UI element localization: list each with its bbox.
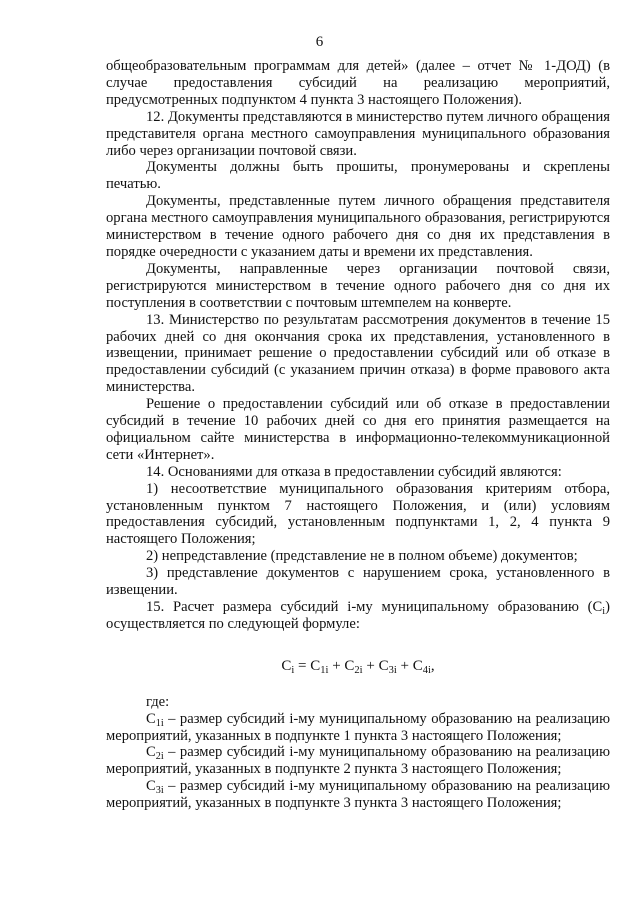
definition-text: – размер субсидий i-му муниципальному образованию на реализацию мероприятий, указанных в подпункте 3 пункта 3 настоящего Положения; [106, 778, 610, 812]
list-item-1: 1) несоответствие муниципального образования критериям отбора, установленным пунктом 7 настоящего Положения, и (или) условиям предоставления субсидий, установленным подпунктами 1, 2, 4 пункта 9 настоящего Положения; [106, 480, 610, 548]
formula-term-1-sub: 1i [320, 664, 329, 676]
formula-plus: + [362, 657, 379, 674]
definition-subscript: 2i [155, 751, 164, 763]
paragraph-15 [106, 599, 610, 633]
definition-c3 [106, 778, 610, 812]
definition-c1 [106, 711, 610, 745]
paragraph-15-text: 15. Расчет размера субсидий i-му муниципальному образованию (C [146, 599, 603, 615]
paragraph-postal-submission: Документы, направленные через организации почтовой связи, регистрируются министерством в течение одного рабочего дня со дня их поступления в соответствии с почтовым штемпелем на конверте. [106, 260, 610, 311]
definition-subscript: 3i [155, 785, 164, 797]
paragraph-continuation: общеобразовательным программам для детей» (далее – отчет № 1-ДОД) (в случае предоставления субсидий на реализацию мероприятий, предусмотренных подпунктом 4 пункта 3 настоящего Положения). [106, 58, 610, 108]
paragraph-stitching: Документы должны быть прошиты, пронумерованы и скреплены печатью. [106, 159, 610, 193]
formula-plus: + [328, 657, 345, 674]
paragraph-12: 12. Документы представляются в министерство путем личного обращения представителя органа местного самоуправления муниципального образования либо через организации почтовой связи. [106, 108, 610, 159]
formula-lhs-sub: i [291, 664, 295, 676]
paragraph-decision-publication: Решение о предоставлении субсидий или об отказе в предоставлении субсидий в течение 10 рабочих дней со дня его принятия размещается на официальном сайте министерства в информационно-телекоммуникационной сети «Интернет». [106, 396, 610, 463]
formula-term-3: C [378, 657, 389, 674]
paragraph-13: 13. Министерство по результатам рассмотрения документов в течение 15 рабочих дней со дня окончания срока их представления, установленного в извещении, принимает решение о предоставлении субсидий или об отказе в предоставлении субсидий (с указанием причин отказа) в форме правового акта министерства. [106, 311, 610, 396]
formula-term-4-sub: 4i [422, 664, 431, 676]
formula-term-3-sub: 3i [388, 664, 397, 676]
list-item-2: 2) непредставление (представление не в полном объеме) документов; [146, 548, 578, 565]
formula-term-4: C [412, 657, 423, 674]
page-number: 6 [315, 34, 324, 50]
where-label: где: [146, 693, 170, 710]
list-item-3: 3) представление документов с нарушением срока, установленного в извещении. [106, 565, 610, 599]
paragraph-15-subscript: i [602, 606, 606, 617]
definition-subscript: 1i [155, 717, 164, 729]
formula-lhs: C [281, 657, 292, 674]
definition-symbol: C [146, 710, 156, 727]
paragraph-15-tail: ) осуществляется по следующей формуле: [106, 599, 610, 632]
definition-c2 [106, 744, 610, 778]
definition-text: – размер субсидий i-му муниципальному образованию на реализацию мероприятий, указанных в подпункте 1 пункта 3 настоящего Положения; [106, 710, 610, 744]
definition-symbol: C [146, 744, 156, 761]
formula-term-2-sub: 2i [354, 664, 363, 676]
document-body [106, 58, 610, 812]
formula-term-1: C [310, 657, 321, 674]
paragraph-personal-submission: Документы, представленные путем личного обращения представителя органа местного самоуправления муниципального образования, регистрируются министерством в течение одного рабочего дня со дня их представления в порядке очередности с указанием даты и времени их представления. [106, 193, 610, 260]
formula-equals: = [294, 657, 311, 674]
definition-symbol: C [146, 778, 156, 795]
definition-text: – размер субсидий i-му муниципальному образованию на реализацию мероприятий, указанных в подпункте 2 пункта 3 настоящего Положения; [106, 744, 610, 778]
formula [106, 658, 610, 675]
formula-tail: , [430, 657, 435, 674]
paragraph-14: 14. Основаниями для отказа в предоставлении субсидий являются: [146, 463, 562, 480]
formula-term-2: C [344, 657, 355, 674]
formula-plus: + [396, 657, 413, 674]
